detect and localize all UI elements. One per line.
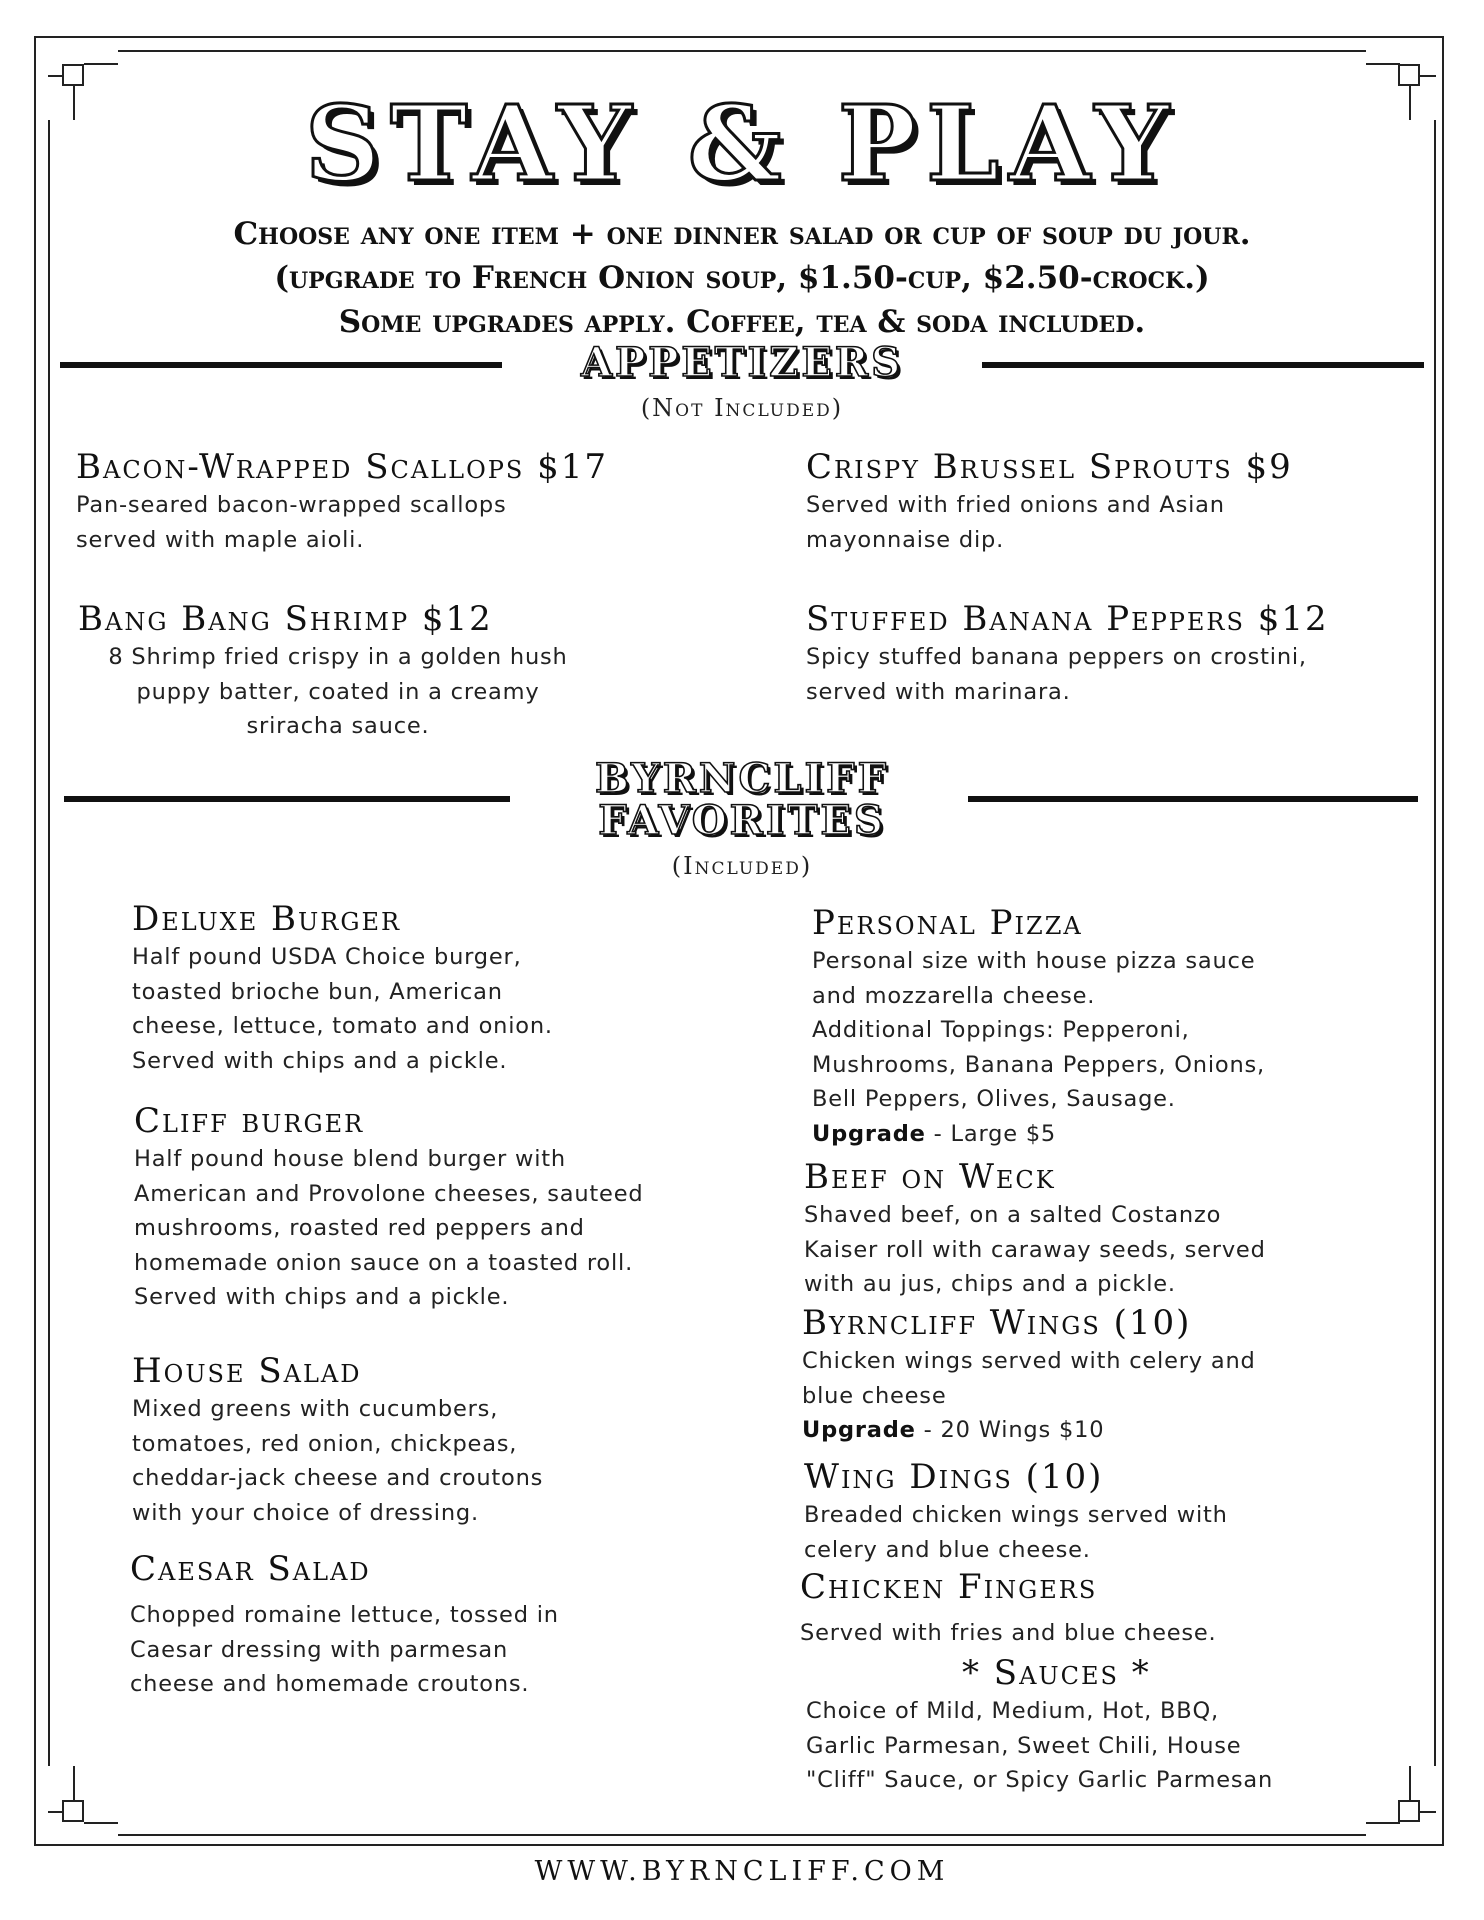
upgrade-text: - Large $5	[925, 1120, 1057, 1147]
item-description: Half pound house blend burger with American and Provolone cheeses, sauteed mushrooms, roasted red peppers and homemade onion sauce on a toasted roll. Served with chips and a pickle.	[134, 1146, 644, 1310]
favorites-note: (Included)	[671, 852, 813, 880]
corner-line	[84, 63, 118, 65]
corner-ornament-top-right	[1398, 64, 1420, 86]
corner-line	[1366, 1822, 1400, 1824]
menu-item	[804, 1456, 1228, 1567]
item-name: Personal Pizza	[812, 903, 1083, 943]
menu-item	[132, 898, 553, 1078]
item-description: Spicy stuffed banana peppers on crostini, served with marinara.	[806, 644, 1307, 705]
menu-item	[78, 598, 598, 744]
item-name: Beef on Weck	[804, 1157, 1056, 1197]
item-name: Cliff burger	[134, 1101, 365, 1141]
item-name: * Sauces *	[962, 1653, 1151, 1693]
intro-line-1: Choose any one item + one dinner salad or cup of soup du jour.	[233, 216, 1251, 252]
upgrade-note	[802, 1413, 1256, 1447]
menu-item	[130, 1548, 559, 1702]
item-description: Breaded chicken wings served with celery and blue cheese.	[804, 1502, 1228, 1563]
menu-item	[804, 1156, 1266, 1302]
item-name: Crispy Brussel Sprouts $9	[806, 447, 1293, 487]
page-title: STAY & PLAY	[305, 82, 1179, 205]
item-name: Bang Bang Shrimp $12	[78, 599, 493, 639]
item-description: 8 Shrimp fried crispy in a golden hush puppy batter, coated in a creamy sriracha sauce.	[108, 644, 568, 739]
appetizers-heading: APPETIZERS	[581, 339, 903, 386]
corner-line	[48, 1811, 62, 1813]
corner-ornament-bottom-left	[62, 1800, 84, 1822]
item-description: Chopped romaine lettuce, tossed in Caesar dressing with parmesan cheese and homemade croutons.	[130, 1602, 559, 1697]
favorites-heading-line-2: FAVORITES	[598, 797, 886, 844]
corner-line	[1420, 1811, 1436, 1813]
menu-item	[132, 1350, 543, 1530]
corner-line	[48, 75, 62, 77]
menu-item	[76, 446, 608, 557]
intro-line-2: (upgrade to French Onion soup, $1.50-cup, $2.50-crock.)	[274, 260, 1210, 296]
upgrade-label: Upgrade	[802, 1417, 916, 1443]
item-name: Stuffed Banana Peppers $12	[806, 599, 1329, 639]
item-description: Pan-seared bacon-wrapped scallops served with maple aioli.	[76, 492, 507, 553]
corner-ornament-top-left	[62, 64, 84, 86]
item-description: Choice of Mild, Medium, Hot, BBQ, Garlic Parmesan, Sweet Chili, House "Cliff" Sauce, or Spicy Garlic Parmesan	[806, 1698, 1274, 1793]
website-url: WWW.BYRNCLIFF.COM	[534, 1856, 950, 1887]
upgrade-note	[812, 1117, 1265, 1151]
item-name: Byrncliff Wings (10)	[802, 1303, 1192, 1343]
menu-item	[806, 1652, 1273, 1798]
item-name: Chicken Fingers	[800, 1567, 1098, 1607]
corner-line	[73, 1766, 75, 1800]
menu-item	[812, 902, 1265, 1151]
item-description: Personal size with house pizza sauce and mozzarella cheese. Additional Toppings: Pepperoni, Mushrooms, Banana Peppers, Onions, Bell Peppers, Olives, Sausage.	[812, 948, 1265, 1112]
item-name: House Salad	[132, 1351, 362, 1391]
item-description: Shaved beef, on a salted Costanzo Kaiser roll with caraway seeds, served with au jus, chips and a pickle.	[804, 1202, 1266, 1297]
item-name: Bacon-Wrapped Scallops $17	[76, 447, 609, 487]
menu-item	[134, 1100, 643, 1315]
appetizers-note: (Not Included)	[640, 394, 844, 422]
corner-ornament-bottom-right	[1398, 1800, 1420, 1822]
item-description: Mixed greens with cucumbers, tomatoes, red onion, chickpeas, cheddar-jack cheese and croutons with your choice of dressing.	[132, 1396, 544, 1526]
intro-line-3: Some upgrades apply. Coffee, tea & soda included.	[338, 304, 1146, 340]
corner-line	[1420, 75, 1436, 77]
item-description: Served with fries and blue cheese.	[800, 1620, 1217, 1646]
item-name: Deluxe Burger	[132, 899, 402, 939]
item-description: Served with fried onions and Asian mayonnaise dip.	[806, 492, 1225, 553]
item-name: Wing Dings (10)	[804, 1457, 1104, 1497]
menu-item	[806, 446, 1293, 557]
item-description: Half pound USDA Choice burger, toasted brioche bun, American cheese, lettuce, tomato and onion. Served with chips and a pickle.	[132, 944, 553, 1074]
upgrade-text: - 20 Wings $10	[915, 1417, 1105, 1443]
favorites-heading-line-1: BYRNCLIFF	[595, 755, 889, 802]
menu-item	[802, 1302, 1256, 1447]
item-name: Caesar Salad	[130, 1549, 371, 1589]
corner-line	[1366, 63, 1400, 65]
item-description: Chicken wings served with celery and blue cheese	[802, 1348, 1256, 1409]
menu-item	[806, 598, 1329, 709]
menu-item	[800, 1566, 1217, 1651]
corner-line	[1409, 1766, 1411, 1800]
corner-line	[84, 1822, 118, 1824]
upgrade-label: Upgrade	[812, 1120, 926, 1147]
